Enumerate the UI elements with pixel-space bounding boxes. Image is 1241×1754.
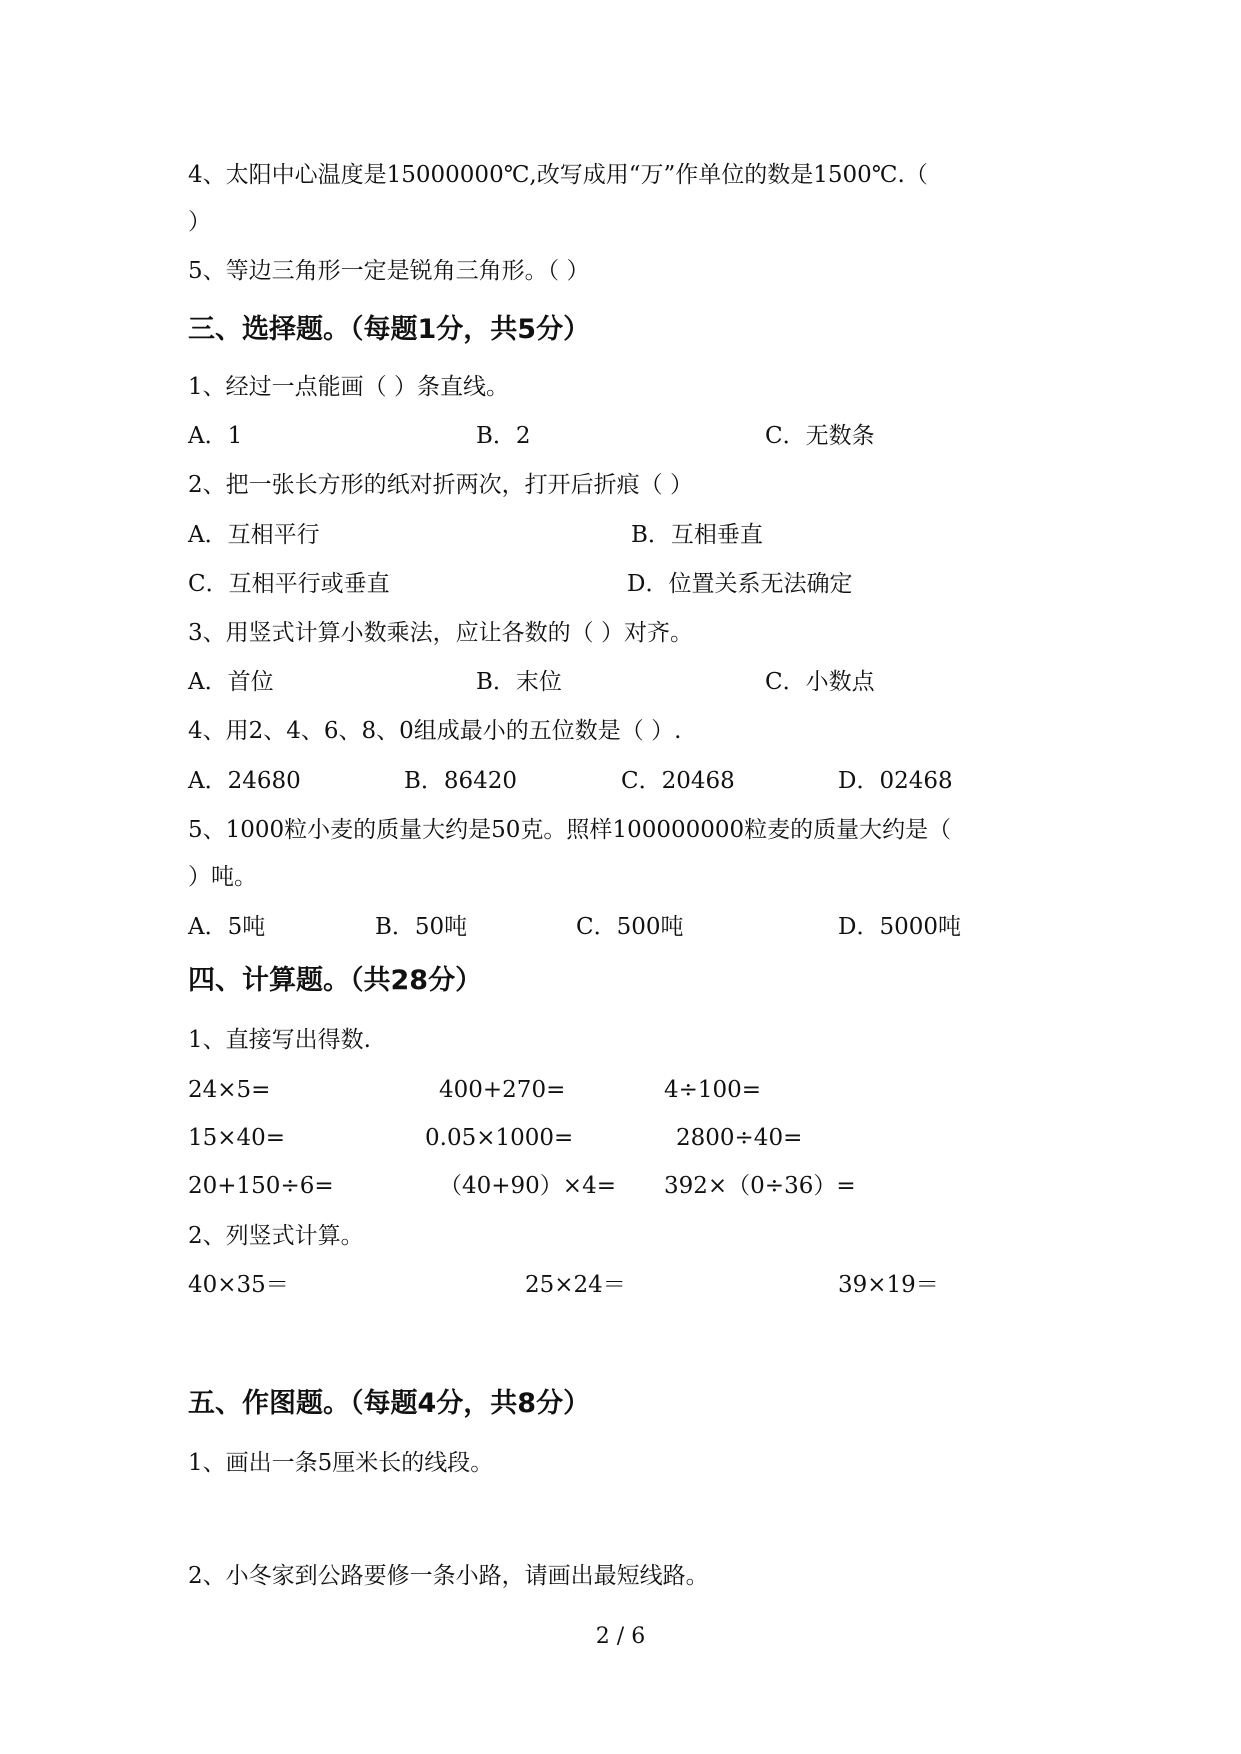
choice-q1-option-b: B．2: [476, 423, 531, 449]
calc-item: 15×40=: [188, 1125, 286, 1151]
choice-q5-option-a: A．5吨: [188, 914, 266, 940]
choice-q1-stem: 1、经过一点能画（ ）条直线。: [188, 374, 509, 400]
calc-q2-stem: 2、列竖式计算。: [188, 1223, 364, 1249]
choice-q5-stem-line1: 5、1000粒小麦的质量大约是50克。照样100000000粒麦的质量大约是（: [188, 817, 952, 843]
choice-q2-option-a: A．互相平行: [188, 522, 320, 548]
calc-item: 24×5=: [188, 1077, 271, 1103]
choice-q5-option-b: B．50吨: [375, 914, 468, 940]
judge-q4-line1: 4、太阳中心温度是15000000℃,改写成用“万”作单位的数是1500℃.（: [188, 162, 928, 188]
choice-q4-option-c: C．20468: [621, 768, 735, 794]
choice-q4-option-b: B．86420: [404, 768, 518, 794]
choice-q4-option-d: D．02468: [838, 768, 953, 794]
choice-q5-stem-line2: ）吨。: [188, 864, 257, 890]
choice-q2-option-c: C．互相平行或垂直: [188, 571, 390, 597]
calc-item: 2800÷40=: [676, 1125, 803, 1151]
judge-q5: 5、等边三角形一定是锐角三角形。（ ）: [188, 258, 590, 284]
choice-q4-option-a: A．24680: [188, 768, 301, 794]
calc-item: 0.05×1000=: [425, 1125, 574, 1151]
section-5-title: 五、作图题。（每题4分，共8分）: [188, 1388, 591, 1419]
choice-q3-option-a: A．首位: [188, 669, 274, 695]
calc-item: 20+150÷6=: [188, 1173, 334, 1199]
choice-q1-option-c: C．无数条: [765, 423, 875, 449]
drawing-q2: 2、小冬家到公路要修一条小路，请画出最短线路。: [188, 1563, 709, 1589]
page-number: 2 / 6: [595, 1624, 646, 1649]
calc-item: 400+270=: [439, 1077, 566, 1103]
vertical-calc-item: 40×35＝: [188, 1272, 289, 1298]
choice-q3-option-c: C．小数点: [765, 669, 875, 695]
choice-q4-stem: 4、用2、4、6、8、0组成最小的五位数是（ ）.: [188, 718, 682, 744]
calc-item: （40+90）×4=: [439, 1173, 616, 1199]
section-3-title: 三、选择题。（每题1分，共5分）: [188, 314, 591, 345]
choice-q5-option-c: C．500吨: [576, 914, 684, 940]
section-4-title: 四、计算题。（共28分）: [188, 965, 483, 996]
choice-q3-option-b: B．末位: [476, 669, 562, 695]
calc-item: 4÷100=: [664, 1077, 762, 1103]
vertical-calc-item: 39×19＝: [838, 1272, 939, 1298]
choice-q2-option-b: B．互相垂直: [631, 522, 763, 548]
vertical-calc-item: 25×24＝: [525, 1272, 626, 1298]
choice-q3-stem: 3、用竖式计算小数乘法，应让各数的（ ）对齐。: [188, 620, 693, 646]
choice-q2-option-d: D．位置关系无法确定: [627, 571, 853, 597]
calc-item: 392×（0÷36）=: [664, 1173, 856, 1199]
drawing-q1: 1、画出一条5厘米长的线段。: [188, 1450, 494, 1476]
calc-q1-stem: 1、直接写出得数.: [188, 1027, 371, 1053]
choice-q1-option-a: A．1: [188, 423, 243, 449]
judge-q4-line2: ）: [188, 209, 211, 235]
choice-q5-option-d: D．5000吨: [838, 914, 961, 940]
choice-q2-stem: 2、把一张长方形的纸对折两次，打开后折痕（ ）: [188, 472, 693, 498]
